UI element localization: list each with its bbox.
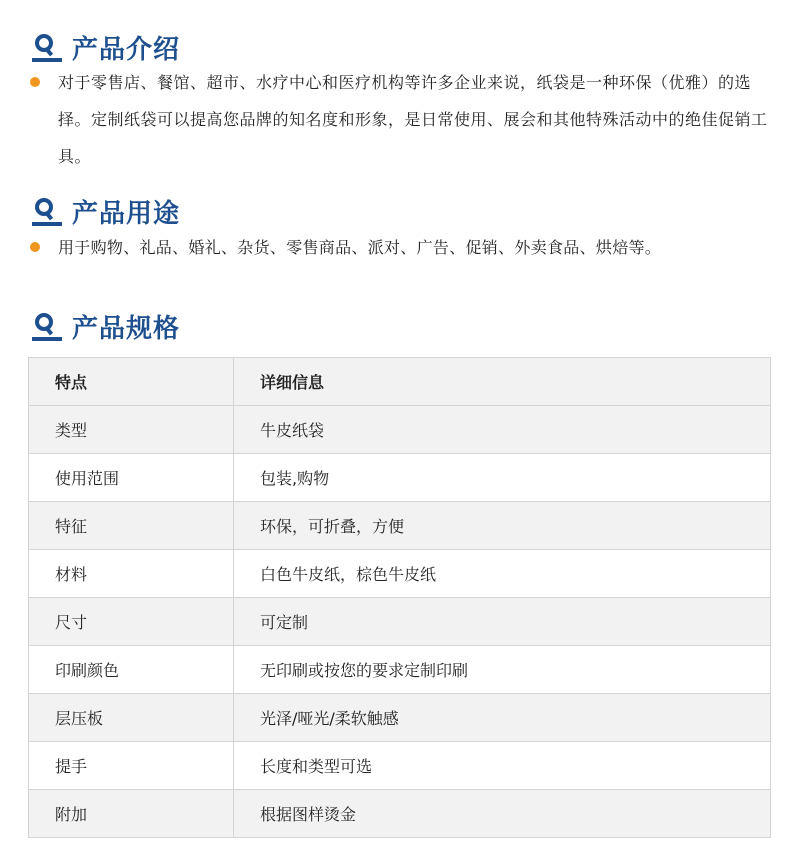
bullet-dot (30, 242, 40, 252)
intro-paragraph (30, 64, 775, 175)
magnifier-icon (30, 31, 64, 63)
table-row (29, 598, 771, 646)
table-row (29, 454, 771, 502)
row-detail: 白色牛皮纸，棕色牛皮纸 (234, 550, 771, 598)
row-detail: 可定制 (234, 598, 771, 646)
row-feature: 提手 (29, 742, 234, 790)
section-title-text: 产品介绍 (72, 34, 181, 65)
row-feature: 使用范围 (29, 454, 234, 502)
row-feature: 尺寸 (29, 598, 234, 646)
magnifier-icon (30, 195, 64, 227)
header-feature: 特点 (29, 358, 234, 406)
table-header-row (29, 358, 771, 406)
section-title-text: 产品用途 (72, 198, 181, 229)
row-feature: 类型 (29, 406, 234, 454)
usage-text: 用于购物、礼品、婚礼、杂货、零售商品、派对、广告、促销、外卖食品、烘焙等。 (58, 238, 662, 257)
header-detail: 详细信息 (234, 358, 771, 406)
table-row (29, 406, 771, 454)
row-feature: 附加 (29, 790, 234, 838)
row-detail: 根据图样烫金 (234, 790, 771, 838)
row-detail: 包装,购物 (234, 454, 771, 502)
section-title-spec (30, 309, 180, 343)
table-row (29, 742, 771, 790)
row-detail: 长度和类型可选 (234, 742, 771, 790)
row-feature: 特征 (29, 502, 234, 550)
row-detail: 牛皮纸袋 (234, 406, 771, 454)
intro-text: 对于零售店、餐馆、超市、水疗中心和医疗机构等许多企业来说，纸袋是一种环保（优雅）的选择。定制纸袋可以提高您品牌的知名度和形象，是日常使用、展会和其他特殊活动中的绝佳促销工具。 (58, 73, 768, 166)
magnifier-icon (30, 310, 64, 342)
row-detail: 无印刷或按您的要求定制印刷 (234, 646, 771, 694)
row-feature: 印刷颜色 (29, 646, 234, 694)
bullet-dot (30, 77, 40, 87)
table-row (29, 502, 771, 550)
table-row (29, 646, 771, 694)
row-detail: 环保，可折叠，方便 (234, 502, 771, 550)
table-row (29, 694, 771, 742)
row-detail: 光泽/哑光/柔软触感 (234, 694, 771, 742)
usage-paragraph (30, 229, 775, 266)
table-row (29, 550, 771, 598)
table-row (29, 790, 771, 838)
section-title-intro (30, 30, 180, 64)
section-title-text: 产品规格 (72, 313, 181, 344)
spec-table (28, 357, 771, 838)
row-feature: 材料 (29, 550, 234, 598)
section-title-usage (30, 194, 180, 228)
row-feature: 层压板 (29, 694, 234, 742)
